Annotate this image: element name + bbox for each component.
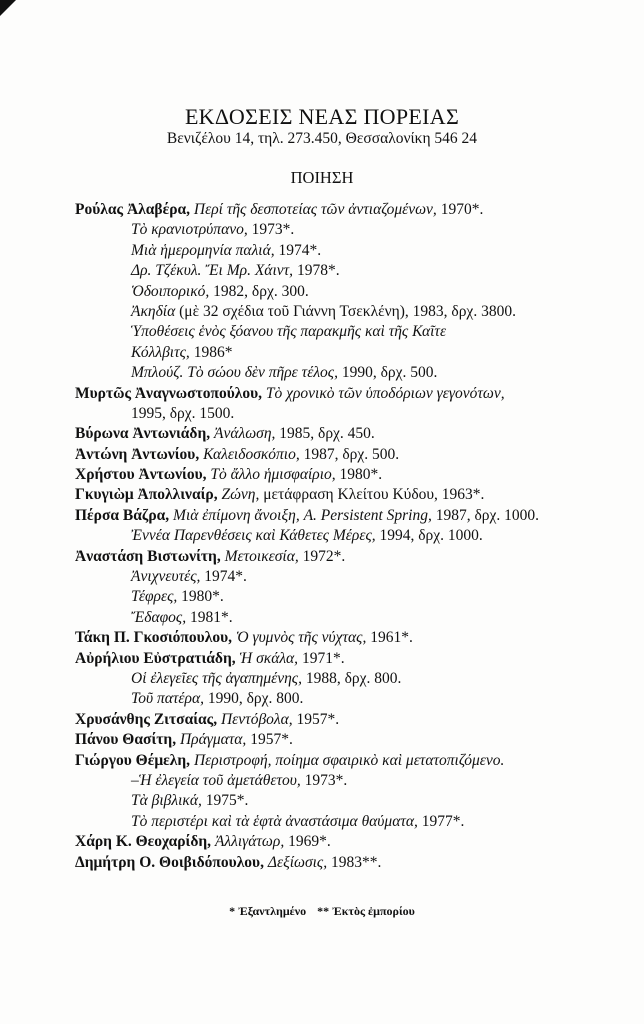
catalog-entry-continuation — [75, 261, 615, 281]
work-title: Οἱ ἐλεγεῖες τῆς ἀγαπημένης, — [131, 669, 302, 687]
catalog-entry-continuation — [75, 771, 615, 791]
work-details: 1974*. — [204, 568, 247, 586]
catalog-entry — [75, 751, 615, 771]
footnote-exhausted: * Ἐξαντλημένο — [229, 904, 307, 918]
work-title: Τέφρες, — [131, 588, 178, 606]
catalog-entry — [75, 832, 615, 852]
work-title: Ἡ σκάλα, — [239, 649, 299, 667]
author-name: Βύρωνα Ἀντωνιάδη, — [75, 425, 211, 443]
work-details: 1961*. — [370, 629, 413, 647]
work-details: 1987, δρχ. 500. — [303, 445, 400, 463]
author-name: Ρούλας Ἀλαβέρα, — [75, 201, 191, 218]
catalog-list — [75, 200, 615, 873]
work-details: 1977*. — [421, 812, 465, 830]
work-details: 1957*. — [250, 731, 293, 749]
work-title: Ὁδοιπορικό, — [131, 282, 210, 300]
work-details: 1973*. — [304, 771, 348, 789]
work-details: 1980*. — [181, 588, 224, 606]
work-title: Κόλλβιτς, — [131, 343, 190, 361]
catalog-entry — [75, 710, 615, 730]
scan-corner-mark — [0, 0, 16, 16]
author-name: Δημήτρη Ο. Θοιβιδόπουλου, — [75, 853, 264, 871]
work-details: μετάφραση Κλείτου Κύδου, 1963*. — [263, 486, 485, 504]
author-name: Ἀντώνη Ἀντωνίου, — [75, 445, 200, 463]
work-title: Ἀνάλωση, — [214, 425, 276, 443]
work-title: Καλειδοσκόπιο, — [203, 445, 300, 463]
work-details: (μὲ 32 σχέδια τοῦ Γιάννη Τσεκλένη), 1983, δρχ. 3800. — [179, 302, 516, 320]
work-details: 1988, δρχ. 800. — [305, 669, 402, 687]
publisher-address: Βενιζέλου 14, τηλ. 273.450, Θεσσαλονίκη 546 24 — [166, 130, 478, 147]
catalog-entry — [75, 628, 615, 648]
work-details: 1995, δρχ. 1500. — [131, 404, 235, 422]
catalog-entry-continuation — [75, 343, 615, 363]
author-name: Ἀναστάση Βιστωνίτη, — [75, 547, 221, 565]
catalog-entry-continuation — [75, 302, 615, 322]
work-details: 1975*. — [205, 792, 249, 810]
footnote — [0, 904, 644, 919]
work-title: Ἐννέα Παρενθέσεις καὶ Κάθετες Μέρες, — [131, 527, 376, 545]
work-title: Περιστροφή, ποίημα σφαιρικὸ καὶ μετατοπιζόμενο. — [193, 751, 505, 769]
catalog-entry — [75, 384, 615, 404]
work-title: Ἀνιχνευτές, — [131, 568, 201, 586]
author-name: Γιώργου Θέμελη, — [75, 751, 191, 769]
work-details: 1971*. — [301, 649, 345, 667]
work-title: Δεξίωσις, — [267, 853, 328, 871]
work-title: Δρ. Τζέκυλ. Ἔι Μρ. Χάιντ, — [131, 262, 294, 280]
work-title: Πεντόβολα, — [220, 710, 293, 728]
work-title: Ζώνη, — [221, 486, 260, 504]
work-details: 1986* — [193, 343, 233, 361]
catalog-entry-continuation — [75, 241, 615, 261]
footnote-out-of-trade: ** Ἐκτὸς ἐμπορίου — [317, 904, 415, 918]
work-details: 1974*. — [278, 241, 322, 259]
catalog-entry — [75, 200, 615, 220]
catalog-entry-continuation — [75, 812, 615, 832]
work-title: Τὸ χρονικὸ τῶν ὑποδόριων γεγονότων, — [265, 384, 505, 402]
work-details: 1969*. — [288, 833, 331, 851]
work-title: Περί τῆς δεσποτείας τῶν ἀντιαζομένων, — [193, 201, 437, 218]
work-details: 1994, δρχ. 1000. — [379, 527, 483, 545]
author-name: Πέρσα Βάζρα, — [75, 506, 170, 524]
work-title: –Ἡ ἐλεγεία τοῦ ἀμετάθετου, — [131, 771, 301, 789]
work-details: 1990, δρχ. 500. — [341, 364, 438, 382]
catalog-entry — [75, 445, 615, 465]
work-details: 1982, δρχ. 300. — [213, 282, 309, 300]
catalog-entry — [75, 465, 615, 485]
catalog-entry-continuation — [75, 587, 615, 607]
work-title: Μιὰ ἡμερομηνία παλιά, — [131, 241, 275, 259]
catalog-entry-continuation — [75, 404, 615, 424]
work-title: Τὸ ἄλλο ἡμισφαίριο, — [210, 466, 336, 484]
author-name: Χρυσάνθης Ζιτσαίας, — [75, 710, 218, 728]
work-details: 1980*. — [339, 466, 383, 484]
catalog-entry — [75, 853, 615, 873]
work-details: 1987, δρχ. 1000. — [435, 506, 540, 524]
work-details: 1981*. — [189, 608, 233, 626]
work-title: Μιὰ ἐπίμονη ἄνοιξη, A. Persistent Spring, — [173, 506, 432, 524]
author-name: Αὐρήλιου Εὐστρατιάδη, — [75, 649, 236, 667]
author-name: Πάνου Θασίτη, — [75, 731, 177, 749]
work-details: 1970*. — [440, 201, 484, 218]
work-title: Τὸ κρανιοτρύπανο, — [131, 221, 248, 239]
author-name: Τάκη Π. Γκοσιόπουλου, — [75, 629, 232, 647]
author-name: Μυρτῶς Ἀναγνωστοπούλου, — [75, 384, 263, 402]
catalog-entry-continuation — [75, 669, 615, 689]
catalog-entry — [75, 506, 615, 526]
catalog-entry-continuation — [75, 220, 615, 240]
work-title: Ὁ γυμνὸς τῆς νύχτας, — [235, 629, 367, 647]
catalog-entry-continuation — [75, 689, 615, 709]
catalog-entry — [75, 547, 615, 567]
catalog-entry-continuation — [75, 608, 615, 628]
author-name: Γκυγιὼμ Ἀπολλιναίρ, — [75, 486, 218, 504]
catalog-entry-continuation — [75, 363, 615, 383]
catalog-entry — [75, 424, 615, 444]
work-title: Ὑποθέσεις ἑνὸς ξόανου τῆς παρακμῆς καὶ τῆς Καῖτε — [131, 323, 447, 341]
catalog-entry — [75, 649, 615, 669]
work-title: Μπλούζ. Τὸ σώου δὲν πῆρε τέλος, — [131, 364, 338, 382]
work-title: Ἔδαφος, — [131, 608, 187, 626]
work-details: 1973*. — [251, 221, 295, 239]
catalog-entry — [75, 730, 615, 750]
catalog-entry-continuation — [75, 322, 615, 342]
catalog-entry-continuation — [75, 567, 615, 587]
work-details: 1978*. — [296, 262, 340, 280]
work-title: Πράγματα, — [179, 731, 247, 749]
work-details: 1985, δρχ. 450. — [279, 425, 375, 443]
work-title: Τοῦ πατέρα, — [131, 690, 204, 708]
author-name: Χάρη Κ. Θεοχαρίδη, — [75, 833, 212, 851]
catalog-entry-continuation — [75, 791, 615, 811]
work-title: Ἀλλιγάτωρ, — [214, 833, 285, 851]
work-title: Μετοικεσία, — [224, 547, 299, 565]
publisher-title: ΕΚΔΟΣΕΙΣ ΝΕΑΣ ΠΟΡΕΙΑΣ — [184, 104, 460, 129]
work-title: Ἀκηδία — [131, 302, 176, 320]
work-title: Τὸ περιστέρι καὶ τὰ ἑφτὰ ἀναστάσιμα θαύματα, — [131, 812, 418, 830]
section-heading: ΠΟΙΗΣΗ — [290, 168, 354, 187]
work-details: 1983**. — [330, 853, 382, 871]
work-details: 1990, δρχ. 800. — [207, 690, 304, 708]
work-details: 1957*. — [296, 710, 340, 728]
work-title: Τὰ βιβλικά, — [131, 792, 202, 810]
catalog-entry-continuation — [75, 282, 615, 302]
work-details: 1972*. — [302, 547, 346, 565]
catalog-entry — [75, 485, 615, 505]
catalog-entry-continuation — [75, 526, 615, 546]
author-name: Χρήστου Ἀντωνίου, — [75, 466, 207, 484]
